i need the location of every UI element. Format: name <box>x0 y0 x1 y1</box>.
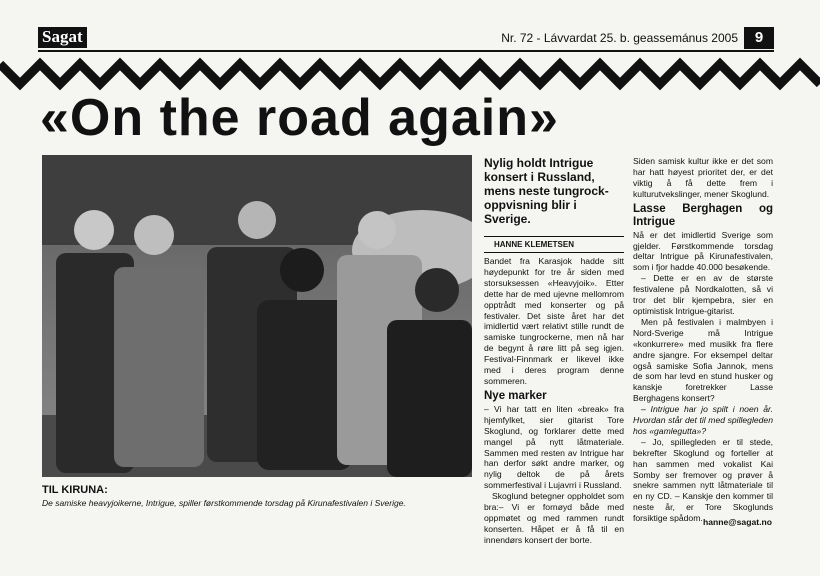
paragraph: – Vi har tatt en liten «break» fra hjemfylket, sier gitarist Tore Skoglund, og forklarer dette med mangel på nytt låtmateriale. Sammen med resten av Intrigue har han derfor søkt andre marker, og nylig deltok de på årets sommerfestival i Lujavrri i Russland. <box>484 403 624 491</box>
paragraph: – Dette er en av de største festivalene på Nordkalotten, så vi tror det blir kjempebra, sier en optimistisk Intrigue-gitarist. <box>633 273 773 316</box>
byline: HANNE KLEMETSEN <box>484 236 624 253</box>
newspaper-logo: Sagat <box>38 27 87 48</box>
band-photo <box>42 155 472 477</box>
paragraph: Nå er det imidlertid Sverige som gjelder. Førstkommende torsdag deltar Intrigue på Kirunafestivalen, som i fjor hadde 40.000 besøkende. <box>633 229 773 273</box>
page-number: 9 <box>744 27 774 49</box>
headline: «On the road again» <box>40 89 559 147</box>
subheading: Nye marker <box>484 389 547 402</box>
author-email: hanne@sagat.no <box>702 517 772 527</box>
paragraph: Skoglund betegner oppholdet som bra:– Vi er fornøyd både med oppmøtet og med rammen rundt konserten. Håpet er å få til en innendørs konsert der borte. <box>484 491 624 545</box>
caption-title: TIL KIRUNA: <box>42 484 108 496</box>
paragraph: Men på festivalen i malmbyen i Nord-Sverige må Intrigue «konkurrere» med musikk fra flere andre sjangre. For eksempel deltar også samiske Sofia Jannok, mens de som har levd en stund husker og kanskje foretrekker Lasse Berghagens konsert? <box>633 316 773 404</box>
paragraph: Bandet fra Karasjok hadde sitt høydepunkt for tre år siden med storsuksessen «Heavyjoik». Etter dette har de med ujevne mellomrom opptrådt med konserter og på festivaler. Det siste året har det imidlertid vært relativt stille rundt de samiske tungrockerne, men nå har de begynt å røre litt på seg igjen. Festival-Finnmark er likevel ikke med i deres program denne sommeren. <box>484 256 624 386</box>
photo-caption: De samiske heavyjoikerne, Intrigue, spiller førstkommende torsdag på Kirunafestivalen i Sverige. <box>42 498 406 508</box>
subheading: Lasse Berghagen og Intrigue <box>633 202 773 228</box>
masthead <box>38 27 774 49</box>
article-column-1 <box>484 256 624 546</box>
issue-date: Nr. 72 - Lávvardat 25. b. geassemánus 2005 <box>501 31 738 45</box>
interview-question: – Intrigue har jo spilt i noen år. Hvordan står det til med spillegleden hos «gamlegutta»? <box>633 404 773 436</box>
paragraph: – Jo, spillegleden er til stede, bekrefter Skoglund og forteller at han sammen med vokalist Kai Somby ser fremover og prøver å snekre sammen nytt låtmateriale til en ny CD. – Kanskje den kommer til neste år, er Tore Skoglunds forsiktige spådom. <box>633 436 773 524</box>
article-column-2 <box>633 156 773 524</box>
article-lead: Nylig holdt Intrigue konsert i Russland, mens neste tungrock-oppvisning blir i Sverige. <box>484 156 609 226</box>
paragraph: Siden samisk kultur ikke er det som har hatt høyest prioritet der, er det viktig å få dette frem i kulturutvekslinger, mener Skoglund. <box>633 156 773 199</box>
